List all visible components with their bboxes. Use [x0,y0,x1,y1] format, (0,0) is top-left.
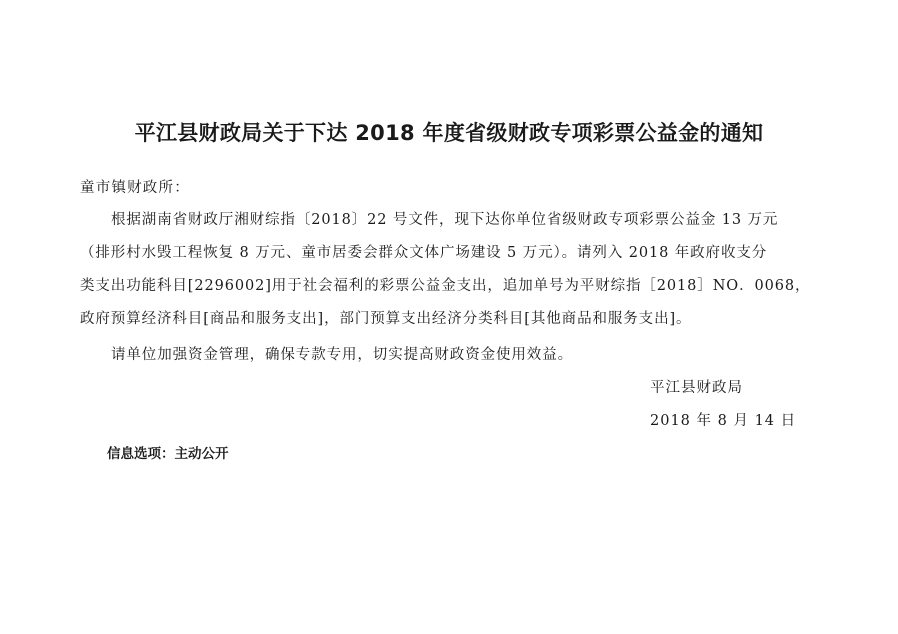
document-title: 平江县财政局关于下达 2018 年度省级财政专项彩票公益金的通知 [134,121,764,145]
info-disclosure: 信息选项：主动公开 [107,446,229,462]
body-line-2: （排形村水毁工程恢复 8 万元、童市居委会群众文体广场建设 5 万元）。请列入 2018 年政府收支分 [80,245,768,261]
addressee: 童市镇财政所： [80,180,190,196]
issuer-signature: 平江县财政局 [650,380,743,396]
body-line-4: 政府预算经济科目[商品和服务支出]，部门预算支出经济分类科目[其他商品和服务支出]。 [80,311,692,327]
body-line-3: 类支出功能科目[2296002]用于社会福利的彩票公益金支出，追加单号为平财综指［2018］NO．0068， [80,278,811,294]
body-line-1: 根据湖南省财政厅湘财综指〔2018〕22 号文件，现下达你单位省级财政专项彩票公益金 13 万元 [111,212,779,228]
closing-line: 请单位加强资金管理，确保专款专用，切实提高财政资金使用效益。 [111,347,573,363]
issue-date: 2018 年 8 月 14 日 [650,413,797,429]
